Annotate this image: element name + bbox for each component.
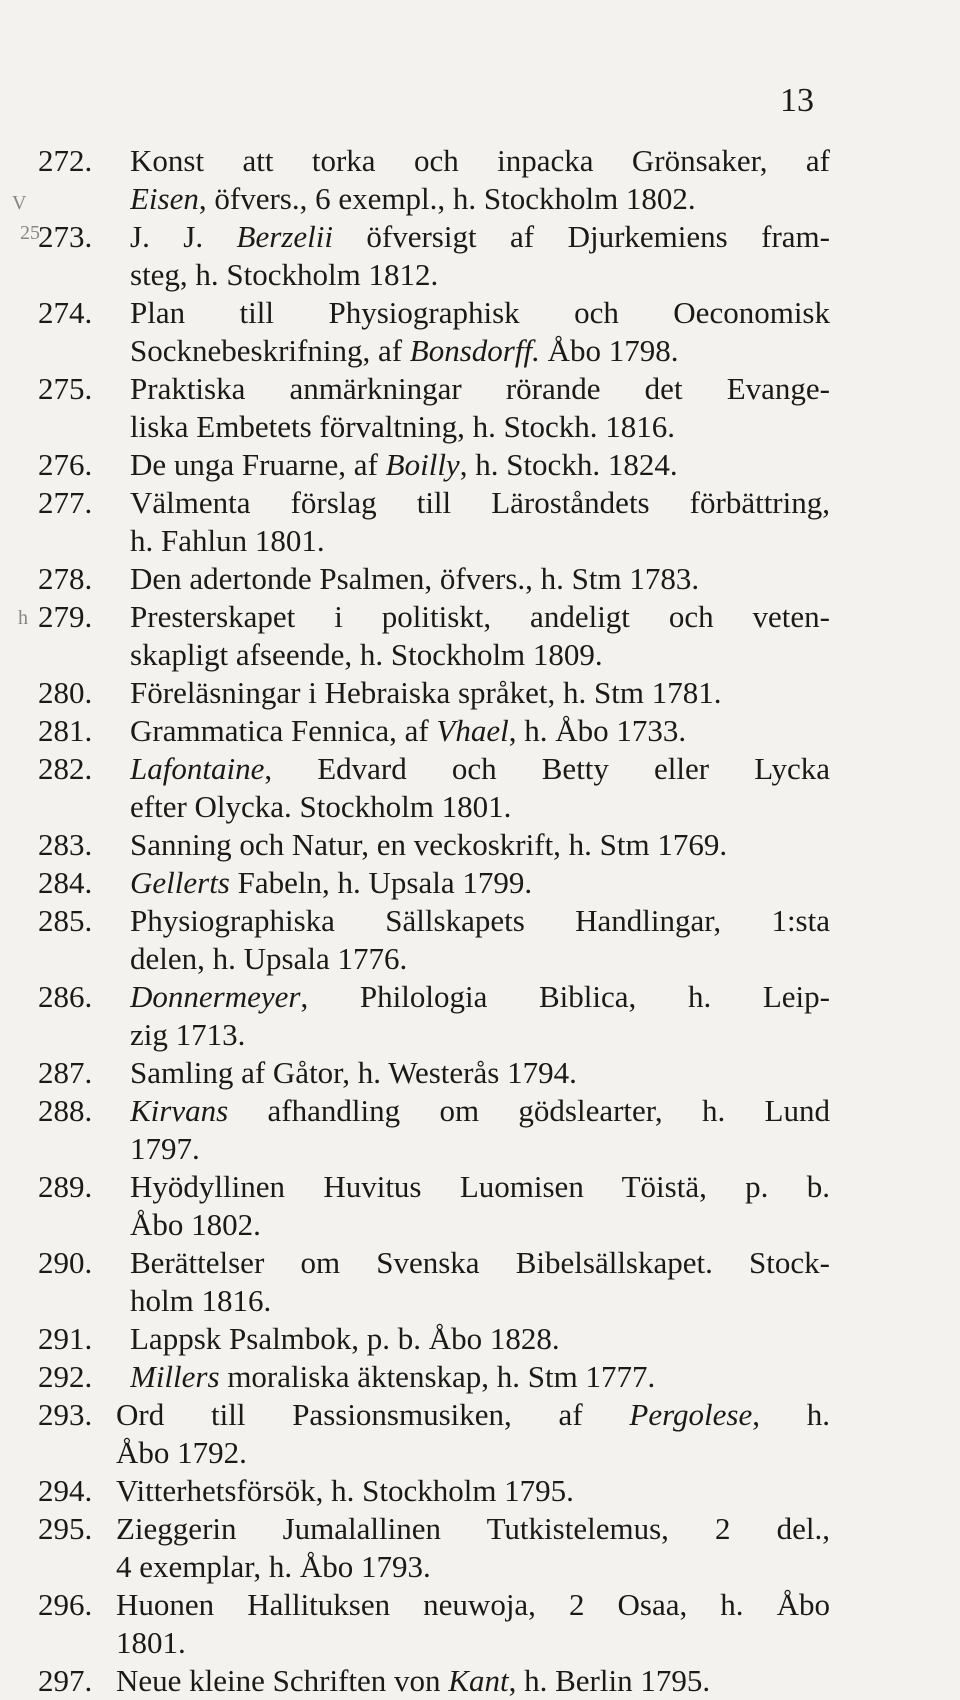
entry-text: Plan till Physiographisk och Oeconomisk [130,295,830,330]
entry-text: , Edvard och Betty eller Lycka [264,751,830,786]
entry-text: Föreläsningar i Hebraiska språket, h. Stm 1781. [130,675,722,710]
entry-line [130,522,830,560]
entry-line [130,1130,830,1168]
entry-line [130,370,830,408]
catalog-entry [0,484,960,560]
entry-number: 294. [38,1473,93,1508]
entry-text: moraliska äktenskap, h. Stm 1777. [219,1359,656,1394]
entry-text: , öfvers., 6 exempl., h. Stockholm 1802. [198,181,696,216]
entry-line [130,180,830,218]
entry-text: Fabeln, h. Upsala 1799. [229,865,533,900]
entry-text: steg, h. Stockholm 1812. [130,257,439,292]
entry-text: liska Embetets förvaltning, h. Stockh. 1816. [130,409,676,444]
catalog-entry [0,446,960,484]
entry-line [130,674,830,712]
entry-text: holm 1816. [130,1283,272,1318]
entry-line [130,788,830,826]
entry-number: 280. [38,675,93,710]
entry-line [130,1168,830,1206]
entry-number: 293. [38,1397,93,1432]
entry-italic-name: Gellerts [130,865,230,900]
entry-line [130,902,830,940]
entry-text: Ord till Passionsmusiken, af [116,1397,630,1432]
entry-number: 278. [38,561,93,596]
entry-italic-name: Kirvans [130,1093,229,1128]
catalog-entry [0,1472,960,1510]
entry-text: Physiographiska Sällskapets Handlingar, 1:sta [130,903,830,938]
entry-number: 283. [38,827,93,862]
entry-text: Sanning och Natur, en veckoskrift, h. Stm 1769. [130,827,728,862]
entry-text: skapligt afseende, h. Stockholm 1809. [130,637,603,672]
entry-line [116,1624,830,1662]
entry-text: Åbo 1798. [539,333,679,368]
entry-number: 281. [38,713,93,748]
catalog-entry [0,560,960,598]
entry-text: 1797. [130,1131,200,1166]
entry-number: 282. [38,751,93,786]
entry-text: efter Olycka. Stockholm 1801. [130,789,512,824]
entry-number: 292. [38,1359,93,1394]
entry-line [130,294,830,332]
entry-number: 290. [38,1245,93,1280]
entry-text: Åbo 1792. [116,1435,247,1470]
entry-line [130,1092,830,1130]
entry-text: Åbo 1802. [130,1207,261,1242]
catalog-entry [0,1586,960,1662]
catalog-entries [0,142,960,1700]
entry-line [130,218,830,256]
entry-number: 272. [38,143,93,178]
entry-number: 296. [38,1587,93,1622]
entry-text: Socknebeskrifning, af [130,333,410,368]
entry-text: Praktiska anmärkningar rörande det Evange- [130,371,830,406]
margin-pencil-mark: h [18,607,28,629]
catalog-entry [0,1662,960,1700]
catalog-entry [0,674,960,712]
entry-text: Zieggerin Jumalallinen Tutkistelemus, 2 del., [116,1511,830,1546]
entry-number: 276. [38,447,93,482]
entry-line [130,408,830,446]
entry-text: h. Fahlun 1801. [130,523,325,558]
entry-line [130,1320,830,1358]
catalog-entry [0,142,960,218]
entry-number: 275. [38,371,93,406]
entry-text: , Philologia Biblica, h. Leip- [300,979,830,1014]
entry-number: 287. [38,1055,93,1090]
entry-italic-name: Berzelii [236,219,333,254]
entry-line [130,142,830,180]
entry-number: 286. [38,979,93,1014]
entry-italic-name: Eisen [130,181,199,216]
catalog-entry [0,1358,960,1396]
entry-line [130,940,830,978]
catalog-entry [0,1054,960,1092]
catalog-entry [0,598,960,674]
entry-text: 4 exemplar, h. Åbo 1793. [116,1549,431,1584]
catalog-entry [0,826,960,864]
entry-line [116,1396,830,1434]
entry-number: 295. [38,1511,93,1546]
entry-number: 277. [38,485,93,520]
entry-line [130,1016,830,1054]
entry-line [130,864,830,902]
entry-text: , h. [752,1397,830,1432]
entry-line [116,1510,830,1548]
entry-italic-name: Donnermeyer [130,979,301,1014]
entry-number: 289. [38,1169,93,1204]
entry-line [130,1358,830,1396]
entry-text: afhandling om gödslearter, h. Lund [228,1093,830,1128]
entry-text: Lappsk Psalmbok, p. b. Åbo 1828. [130,1321,560,1356]
entry-text: Samling af Gåtor, h. Westerås 1794. [130,1055,577,1090]
entry-line [130,636,830,674]
entry-number: 274. [38,295,93,330]
catalog-entry [0,1510,960,1586]
catalog-entry [0,218,960,294]
catalog-entry [0,902,960,978]
entry-line [130,1282,830,1320]
entry-text: Huonen Hallituksen neuwoja, 2 Osaa, h. Åbo [116,1587,830,1622]
entry-text: Berättelser om Svenska Bibelsällskapet. Stock- [130,1245,830,1280]
catalog-entry [0,294,960,370]
entry-number: 279. [38,599,93,634]
entry-line [130,978,830,1016]
entry-line [130,598,830,636]
entry-text: , h. Åbo 1733. [508,713,687,748]
catalog-entry [0,370,960,446]
entry-line [130,484,830,522]
entry-number: 288. [38,1093,93,1128]
entry-line [130,1206,830,1244]
entry-text: Neue kleine Schriften von [116,1663,449,1698]
entry-text: Vitterhetsförsök, h. Stockholm 1795. [116,1473,574,1508]
entry-number: 285. [38,903,93,938]
entry-text: Grammatica Fennica, af [130,713,437,748]
entry-line [130,1244,830,1282]
catalog-entry [0,1244,960,1320]
entry-line [116,1472,830,1510]
catalog-entry [0,1320,960,1358]
entry-text: zig 1713. [130,1017,246,1052]
entry-text: Presterskapet i politiskt, andeligt och veten- [130,599,830,634]
entry-text: 1801. [116,1625,186,1660]
entry-number: 284. [38,865,93,900]
entry-line [130,826,830,864]
entry-italic-name: Lafontaine [130,751,265,786]
entry-line [116,1434,830,1472]
catalog-entry [0,978,960,1054]
entry-line [116,1586,830,1624]
entry-text: delen, h. Upsala 1776. [130,941,408,976]
margin-pencil-mark: 25 [20,222,40,244]
entry-line [130,560,830,598]
entry-line [130,1054,830,1092]
catalog-entry [0,864,960,902]
entry-number: 291. [38,1321,93,1356]
margin-pencil-mark: V [12,192,27,214]
catalog-entry [0,1396,960,1472]
entry-text: Välmenta förslag till Läroståndets förbättring, [130,485,830,520]
catalog-entry [0,1092,960,1168]
entry-line [130,750,830,788]
entry-text: , h. Stockh. 1824. [459,447,678,482]
entry-italic-name: Kant [448,1663,509,1698]
entry-text: Konst att torka och inpacka Grönsaker, af [130,143,830,178]
entry-text: Hyödyllinen Huvitus Luomisen Töistä, p. b. [130,1169,830,1204]
entry-text: Den adertonde Psalmen, öfvers., h. Stm 1783. [130,561,700,596]
entry-italic-name: Bonsdorff. [409,333,540,368]
catalog-entry [0,750,960,826]
entry-line [130,712,830,750]
entry-text: J. J. [130,219,237,254]
entry-line [130,256,830,294]
catalog-entry [0,1168,960,1244]
catalog-entry [0,712,960,750]
entry-italic-name: Vhael [436,713,509,748]
entry-number: 273. [38,219,93,254]
entry-text: , h. Berlin 1795. [508,1663,711,1698]
page-number: 13 [780,82,814,119]
entry-line [116,1662,830,1700]
entry-text: öfversigt af Djurkemiens fram- [332,219,830,254]
entry-italic-name: Boilly [385,447,460,482]
entry-italic-name: Pergolese [629,1397,753,1432]
entry-italic-name: Millers [130,1359,220,1394]
entry-text: De unga Fruarne, af [130,447,386,482]
entry-line [130,332,830,370]
entry-line [116,1548,830,1586]
entry-number: 297. [38,1663,93,1698]
entry-line [130,446,830,484]
